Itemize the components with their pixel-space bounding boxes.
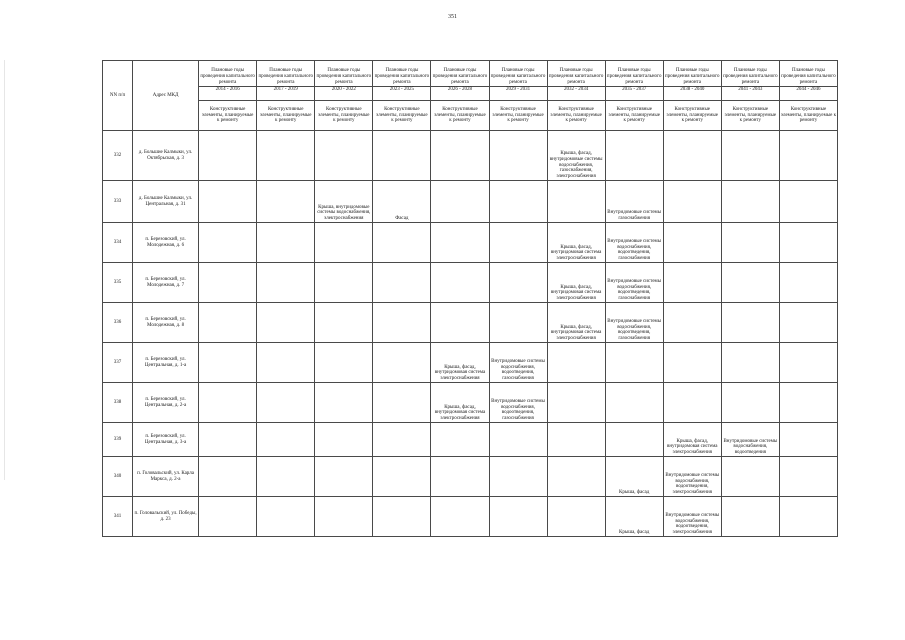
repair-cell [721, 131, 779, 181]
table-row [103, 343, 838, 383]
header-elements: Конструктивные элементы, планируемые к ремонту [605, 101, 663, 131]
repair-cell [373, 423, 431, 457]
row-address: п. Березовский, ул. Центральная, д. 1-а [133, 343, 199, 383]
row-address: п. Березовский, ул. Центральная, д. 3-а [133, 423, 199, 457]
row-address: д. Большие Калмыки, ул. Октябрьская, д. 3 [133, 131, 199, 181]
row-address: п. Березовский, ул. Молодежная, д. 8 [133, 303, 199, 343]
repair-cell [663, 131, 721, 181]
header-period: Плановые годы проведения капитального ремонта 2032 - 2034 [547, 61, 605, 101]
repair-cell [547, 497, 605, 537]
repair-cell: Крыша, фасад [605, 497, 663, 537]
repair-cell [431, 181, 489, 223]
repair-cell [663, 223, 721, 263]
repair-cell: Крыша, фасад, внутридомовая система электроснабжения [547, 223, 605, 263]
repair-cell [257, 383, 315, 423]
repair-cell [489, 457, 547, 497]
repair-cell [373, 303, 431, 343]
repair-cell [663, 303, 721, 343]
repair-cell [315, 457, 373, 497]
repair-cell: Внутридомовые системы водоснабжения, водоотведения, электроснабжения [663, 457, 721, 497]
header-elements: Конструктивные элементы, планируемые к ремонту [721, 101, 779, 131]
repair-cell [721, 497, 779, 537]
repair-cell: Крыша, фасад, внутридомовые системы водоснабжения, газоснабжения, электроснабжения [547, 131, 605, 181]
repair-cell [315, 223, 373, 263]
repair-cell [373, 131, 431, 181]
repair-cell [547, 383, 605, 423]
repair-cell: Крыша, фасад, внутридомовая система электроснабжения [663, 423, 721, 457]
header-elements: Конструктивные элементы, планируемые к ремонту [489, 101, 547, 131]
table-row [103, 457, 838, 497]
repair-cell [257, 131, 315, 181]
repair-cell [257, 343, 315, 383]
repair-cell [315, 131, 373, 181]
table-row [103, 497, 838, 537]
repair-cell [663, 263, 721, 303]
header-elements: Конструктивные элементы, планируемые к ремонту [431, 101, 489, 131]
repair-cell [431, 457, 489, 497]
repair-cell [663, 343, 721, 383]
repair-cell [257, 223, 315, 263]
repair-cell [721, 383, 779, 423]
repair-cell [721, 263, 779, 303]
repair-cell: Внутридомовые системы водоснабжения, водоотведения, электроснабжения [663, 497, 721, 537]
header-period: Плановые годы проведения капитального ремонта 2044 - 2046 [779, 61, 837, 101]
repair-cell [199, 181, 257, 223]
header-elements: Конструктивные элементы, планируемые к ремонту [779, 101, 837, 131]
table-row [103, 223, 838, 263]
table-row [103, 181, 838, 223]
row-address: п. Березовский, ул. Центральная, д. 2-а [133, 383, 199, 423]
header-period: Плановые годы проведения капитального ремонта 2041 - 2043 [721, 61, 779, 101]
row-number: 340 [103, 457, 133, 497]
header-elements: Конструктивные элементы, планируемые к ремонту [315, 101, 373, 131]
repair-cell [779, 497, 837, 537]
repair-cell [315, 497, 373, 537]
repair-cell [257, 303, 315, 343]
repair-cell [199, 263, 257, 303]
repair-cell [257, 181, 315, 223]
repair-cell [431, 263, 489, 303]
repair-cell: Фасад [373, 181, 431, 223]
table-row [103, 383, 838, 423]
repair-cell [489, 131, 547, 181]
repair-cell [373, 223, 431, 263]
repair-cell [547, 343, 605, 383]
header-nn: NN п/п [103, 61, 133, 131]
repair-cell [779, 457, 837, 497]
row-number: 338 [103, 383, 133, 423]
repair-cell [779, 223, 837, 263]
row-number: 333 [103, 181, 133, 223]
repair-cell: Внутридомовые системы водоснабжения, водоотведения, газоснабжения [605, 263, 663, 303]
repair-cell [547, 457, 605, 497]
header-period: Плановые годы проведения капитального ремонта 2017 - 2019 [257, 61, 315, 101]
repair-cell [199, 343, 257, 383]
header-period: Плановые годы проведения капитального ремонта 2035 - 2037 [605, 61, 663, 101]
repair-cell [721, 181, 779, 223]
repair-cell [605, 423, 663, 457]
repair-cell [257, 497, 315, 537]
repair-cell [721, 343, 779, 383]
repair-cell [489, 497, 547, 537]
repair-cell [547, 423, 605, 457]
repair-cell [605, 383, 663, 423]
repair-cell: Крыша, фасад [605, 457, 663, 497]
row-address: д. Большие Калмыки, ул. Центральная, д. 31 [133, 181, 199, 223]
repair-cell [489, 303, 547, 343]
row-number: 332 [103, 131, 133, 181]
repair-cell [663, 181, 721, 223]
row-number: 334 [103, 223, 133, 263]
repair-cell: Внутридомовые системы водоснабжения, водоотведения, газоснабжения [489, 343, 547, 383]
repair-cell [489, 423, 547, 457]
repair-cell [315, 303, 373, 343]
repair-cell [373, 263, 431, 303]
row-address: п. Березовский, ул. Молодежная, д. 6 [133, 223, 199, 263]
repair-cell [431, 497, 489, 537]
repair-cell [199, 383, 257, 423]
repair-cell: Крыша, фасад, внутридомовая система электроснабжения [431, 343, 489, 383]
repair-cell [431, 223, 489, 263]
repair-cell [779, 131, 837, 181]
repair-cell [199, 223, 257, 263]
table-row [103, 263, 838, 303]
row-address: п. Березовский, ул. Молодежная, д. 7 [133, 263, 199, 303]
row-address: п. Головальский, ул. Карла Маркса, д. 2-а [133, 457, 199, 497]
header-period: Плановые годы проведения капитального ремонта 2038 - 2040 [663, 61, 721, 101]
repair-cell [779, 383, 837, 423]
header-row-elements [103, 101, 838, 131]
repair-cell [257, 423, 315, 457]
repair-cell [431, 303, 489, 343]
header-period: Плановые годы проведения капитального ремонта 2023 - 2025 [373, 61, 431, 101]
repair-cell [199, 423, 257, 457]
header-address: Адрес МКД [133, 61, 199, 131]
header-elements: Конструктивные элементы, планируемые к ремонту [547, 101, 605, 131]
repair-cell [315, 263, 373, 303]
row-address: п. Головальский, ул. Победы, д. 23 [133, 497, 199, 537]
repair-cell [315, 423, 373, 457]
row-number: 336 [103, 303, 133, 343]
repair-cell [199, 303, 257, 343]
repair-cell [663, 383, 721, 423]
repair-cell: Крыша, фасад, внутридомовая система электроснабжения [431, 383, 489, 423]
repair-cell [489, 181, 547, 223]
repair-cell: Внутридомовые системы водоснабжения, водоотведения, газоснабжения [605, 303, 663, 343]
header-elements: Конструктивные элементы, планируемые к ремонту [663, 101, 721, 131]
repair-cell [315, 383, 373, 423]
repair-cell [257, 457, 315, 497]
header-elements: Конструктивные элементы, планируемые к ремонту [199, 101, 257, 131]
header-elements: Конструктивные элементы, планируемые к ремонту [257, 101, 315, 131]
capital-repair-table [102, 60, 838, 537]
repair-cell [373, 457, 431, 497]
header-period: Плановые годы проведения капитального ремонта 2026 - 2028 [431, 61, 489, 101]
repair-cell [721, 303, 779, 343]
repair-cell [489, 223, 547, 263]
repair-cell [373, 383, 431, 423]
table-row [103, 303, 838, 343]
repair-cell: Внутридомовые системы водоснабжения, водоотведения [721, 423, 779, 457]
repair-cell [199, 131, 257, 181]
repair-cell [431, 131, 489, 181]
repair-cell [547, 181, 605, 223]
header-period: Плановые годы проведения капитального ремонта 2029 - 2031 [489, 61, 547, 101]
table-row [103, 423, 838, 457]
repair-cell [489, 263, 547, 303]
repair-cell [373, 343, 431, 383]
header-row-years [103, 61, 838, 101]
repair-cell: Внутридомовые системы водоснабжения, водоотведения, газоснабжения [489, 383, 547, 423]
repair-cell [779, 263, 837, 303]
header-period: Плановые годы проведения капитального ремонта 2014 - 2016 [199, 61, 257, 101]
row-number: 341 [103, 497, 133, 537]
page-number: 351 [448, 14, 457, 20]
repair-cell [257, 263, 315, 303]
scan-margin-mark [4, 60, 5, 480]
header-period: Плановые годы проведения капитального ремонта 2020 - 2022 [315, 61, 373, 101]
table-row [103, 131, 838, 181]
header-elements: Конструктивные элементы, планируемые к ремонту [373, 101, 431, 131]
row-number: 337 [103, 343, 133, 383]
repair-cell: Крыша, фасад, внутридомовая система электроснабжения [547, 263, 605, 303]
repair-cell [605, 131, 663, 181]
repair-cell [779, 303, 837, 343]
repair-cell: Крыша, фасад, внутридомовая система электроснабжения [547, 303, 605, 343]
repair-cell [779, 343, 837, 383]
repair-cell [721, 457, 779, 497]
repair-cell [779, 181, 837, 223]
repair-cell [199, 457, 257, 497]
repair-cell: Внутридомовые системы газоснабжения [605, 181, 663, 223]
repair-cell: Внутридомовые системы водоснабжения, водоотведения, газоснабжения [605, 223, 663, 263]
repair-cell: Крыша, внутридомовые системы водоснабжения, электроснабжения [315, 181, 373, 223]
repair-cell [779, 423, 837, 457]
repair-cell [431, 423, 489, 457]
repair-cell [199, 497, 257, 537]
row-number: 339 [103, 423, 133, 457]
repair-cell [721, 223, 779, 263]
row-number: 335 [103, 263, 133, 303]
repair-cell [605, 343, 663, 383]
repair-cell [373, 497, 431, 537]
repair-cell [315, 343, 373, 383]
